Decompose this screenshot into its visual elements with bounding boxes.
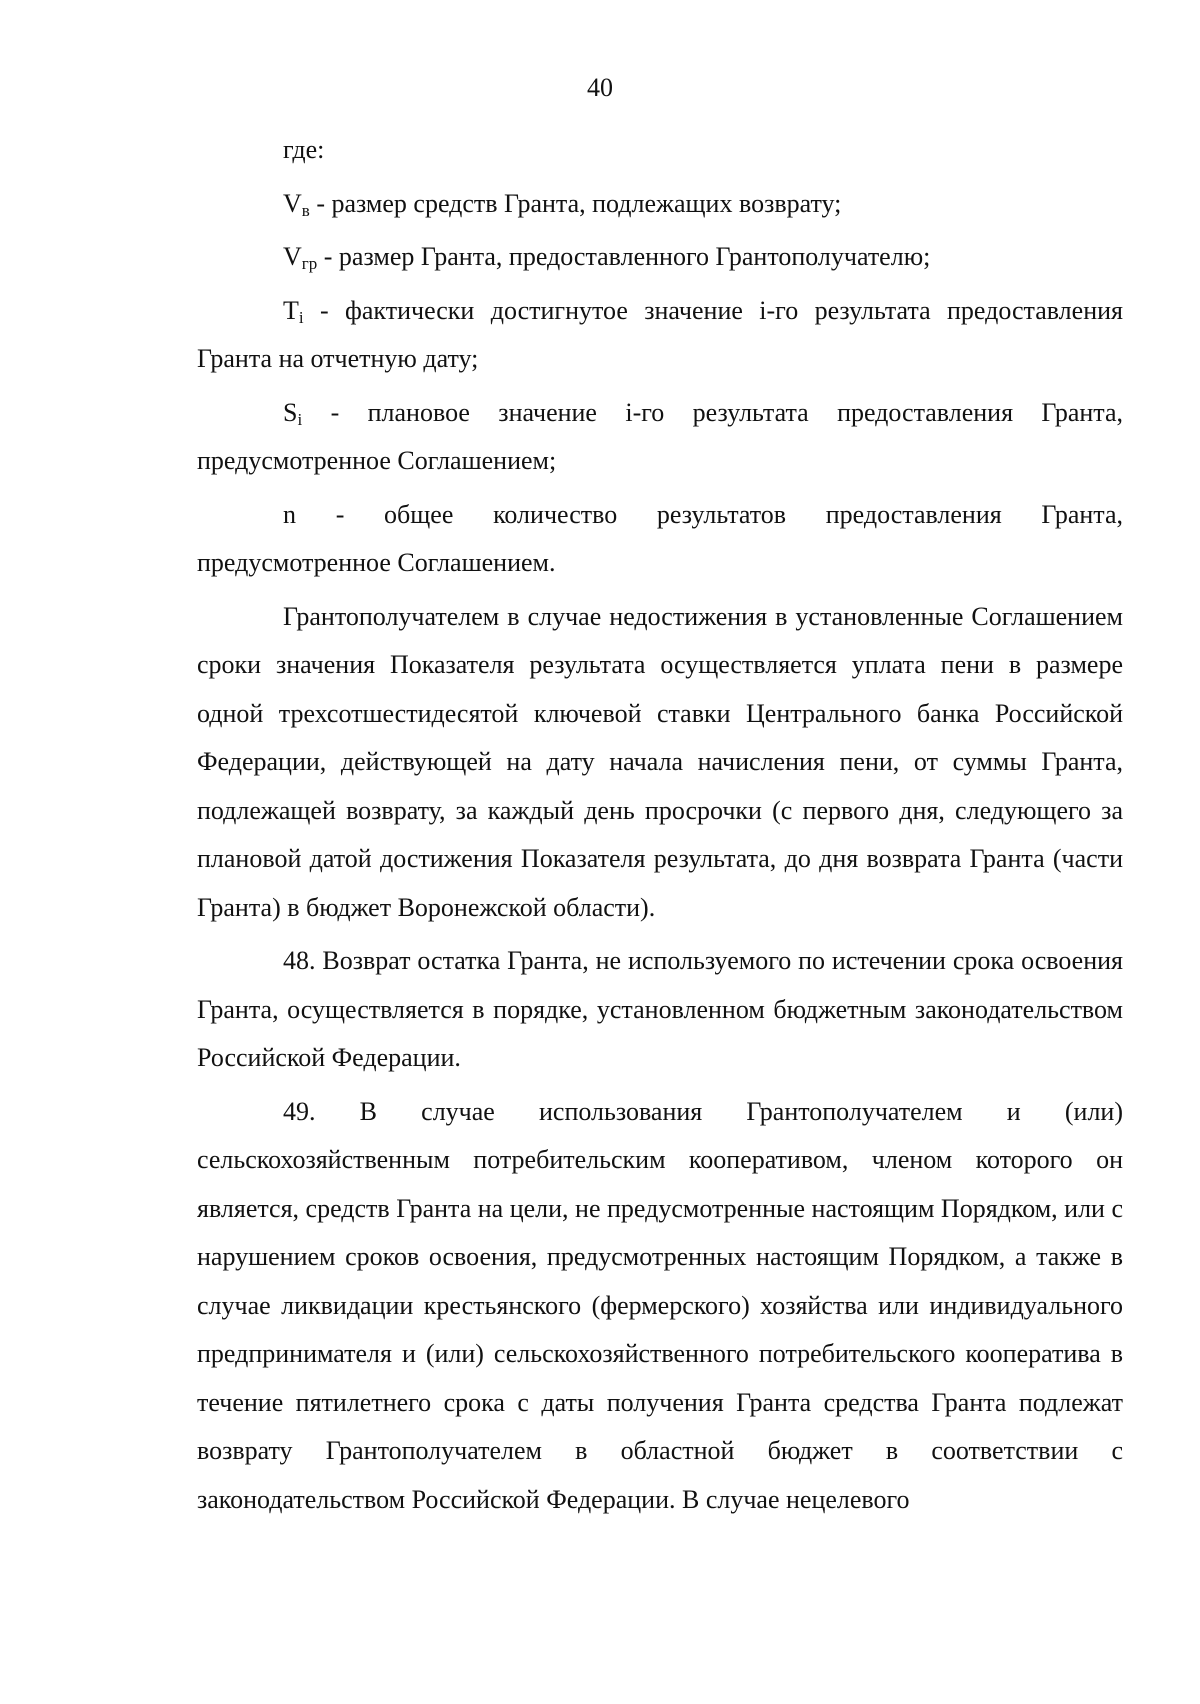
paragraph-penalty: Грантополучателем в случае недостижения в установленные Соглашением сроки значения Показателя результата осуществляется уплата пени в размере одной трехсотшестидесятой ключевой ставки Центрального банка Российской Федерации, действующей на дату начала начисления пени, от суммы Гранта, подлежащей возврату, за каждый день просрочки (с первого дня, следующего за плановой датой достижения Показателя результата, до дня возврата Гранта (части Гранта) в бюджет Воронежской области). (197, 601, 1123, 922)
paragraph-48: 48. Возврат остатка Гранта, не используемого по истечении срока освоения Гранта, осуществляется в порядке, установленном бюджетным законодательством Российской Федерации. (197, 946, 1123, 1072)
definition-v-gr (197, 233, 1123, 282)
definition-text: - фактически достигнутое значение i-го результата предоставления Гранта на отчетную дату; (197, 295, 1123, 373)
definition-n (197, 491, 1123, 588)
variable-symbol: T (283, 295, 299, 325)
definition-t-i (197, 287, 1123, 384)
variable-subscript: гр (301, 254, 318, 273)
document-body (197, 126, 1123, 1524)
variable-symbol: V (283, 242, 302, 271)
page-number: 40 (587, 73, 613, 102)
definition-text: - общее количество результатов предоставления Гранта, предусмотренное Соглашением. (197, 499, 1123, 577)
definition-text: - размер средств Гранта, подлежащих возврату; (309, 188, 842, 218)
variable-symbol: V (283, 188, 302, 218)
definition-s-i (197, 389, 1123, 486)
variable-symbol: S (283, 397, 298, 427)
variable-subscript: i (298, 307, 304, 327)
definition-v-v (197, 180, 1123, 229)
definition-text: - плановое значение i-го результата предоставления Гранта, предусмотренное Соглашением; (197, 397, 1123, 475)
intro-line: где: (283, 135, 325, 164)
variable-subscript: в (301, 200, 310, 220)
paragraph-49: 49. В случае использования Грантополучателем и (или) сельскохозяйственным потребительским кооперативом, членом которого он является, средств Гранта на цели, не предусмотренные настоящим Порядком, или с нарушением сроков освоения, предусмотренных настоящим Порядком, а также в случае ликвидации крестьянского (фермерского) хозяйства или индивидуального предпринимателя и (или) сельскохозяйственного потребительского кооператива в течение пятилетнего срока с даты получения Гранта средства Гранта подлежат возврату Грантополучателем в областной бюджет в соответствии с законодательством Российской Федерации. В случае нецелевого (197, 1096, 1123, 1514)
definition-text: - размер Гранта, предоставленного Грантополучателю; (317, 242, 931, 271)
variable-subscript: i (297, 409, 303, 429)
variable-symbol: n (283, 499, 296, 529)
